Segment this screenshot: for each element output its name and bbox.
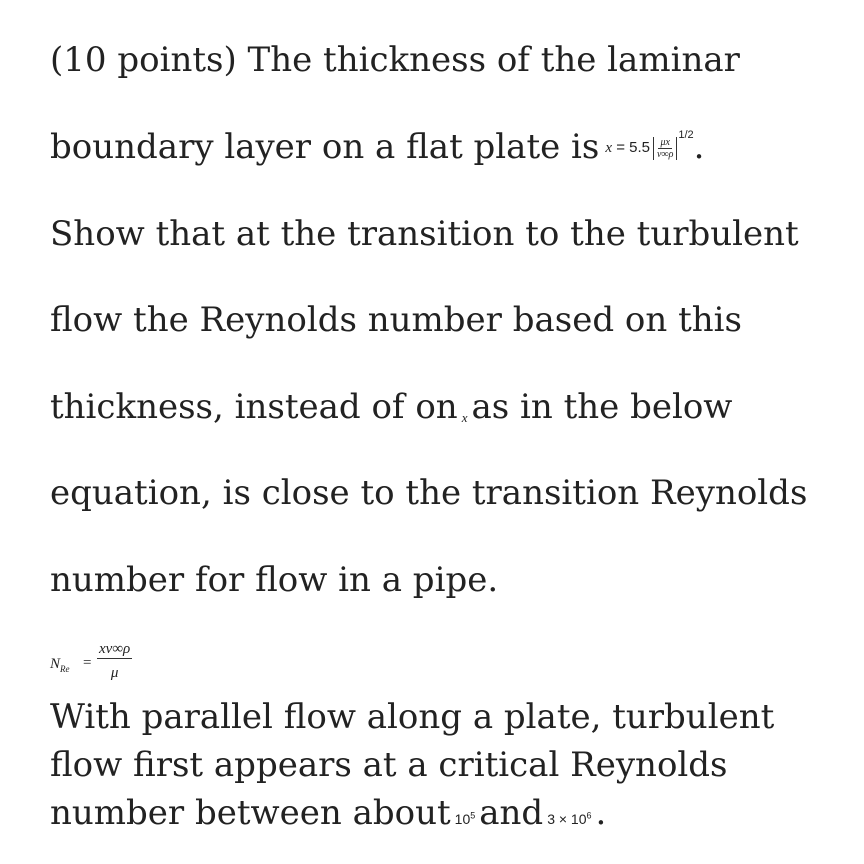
note-line-3-and: and xyxy=(479,793,544,833)
note-line-2: flow first appears at a critical Reynolds xyxy=(50,745,728,785)
question-line-3: Show that at the transition to the turbulent xyxy=(50,214,799,254)
delta-eq-exponent: 1/2 xyxy=(678,129,694,141)
reynolds-eq-fraction xyxy=(97,640,132,682)
critical-re-low-exp: 5 xyxy=(470,810,476,821)
question-line-7: number for flow in a pipe. xyxy=(50,560,499,600)
delta-eq-numerator: μx xyxy=(660,136,670,148)
delta-eq-lhs: x xyxy=(605,140,613,156)
reynolds-eq-equals: = xyxy=(83,655,92,671)
note-line-1: With parallel flow along a plate, turbulent xyxy=(50,697,775,737)
question-line-2 xyxy=(50,127,704,167)
question-line-2-period: . xyxy=(693,127,705,167)
question-line-5-post: as in the below xyxy=(471,387,733,427)
x-variable: x xyxy=(461,410,468,425)
reynolds-eq-lhs xyxy=(50,656,70,674)
critical-re-high-exp: 6 xyxy=(586,810,592,821)
delta-eq-denominator: v∞ρ xyxy=(657,148,674,160)
question-line-2-text: boundary layer on a flat plate is xyxy=(50,127,600,167)
critical-re-low-base: 10 xyxy=(454,811,471,827)
boundary-layer-thickness-equation xyxy=(605,129,693,160)
delta-eq-bracket-fraction xyxy=(653,137,677,160)
critical-re-high xyxy=(547,811,591,827)
critical-re-high-base: 3 × 10 xyxy=(547,811,587,827)
note-line-3-period: . xyxy=(595,793,607,833)
delta-eq-coefficient: = 5.5 xyxy=(616,139,650,156)
question-line-4: flow the Reynolds number based on this xyxy=(50,300,742,340)
critical-re-low xyxy=(455,811,476,827)
reynolds-eq-numerator: xv∞ρ xyxy=(99,641,131,657)
reynolds-eq-denominator: μ xyxy=(110,665,119,681)
question-line-5-pre: thickness, instead of on xyxy=(50,387,458,427)
question-line-6: equation, is close to the transition Reynolds xyxy=(50,473,808,513)
reynolds-eq-subscript: Re xyxy=(60,664,70,674)
question-line-1: (10 points) The thickness of the laminar xyxy=(50,40,740,80)
note-line-3-pre: number between about xyxy=(50,793,451,833)
note-line-3 xyxy=(50,793,606,833)
reynolds-eq-symbol: N xyxy=(50,656,61,672)
question-line-5 xyxy=(50,387,732,427)
